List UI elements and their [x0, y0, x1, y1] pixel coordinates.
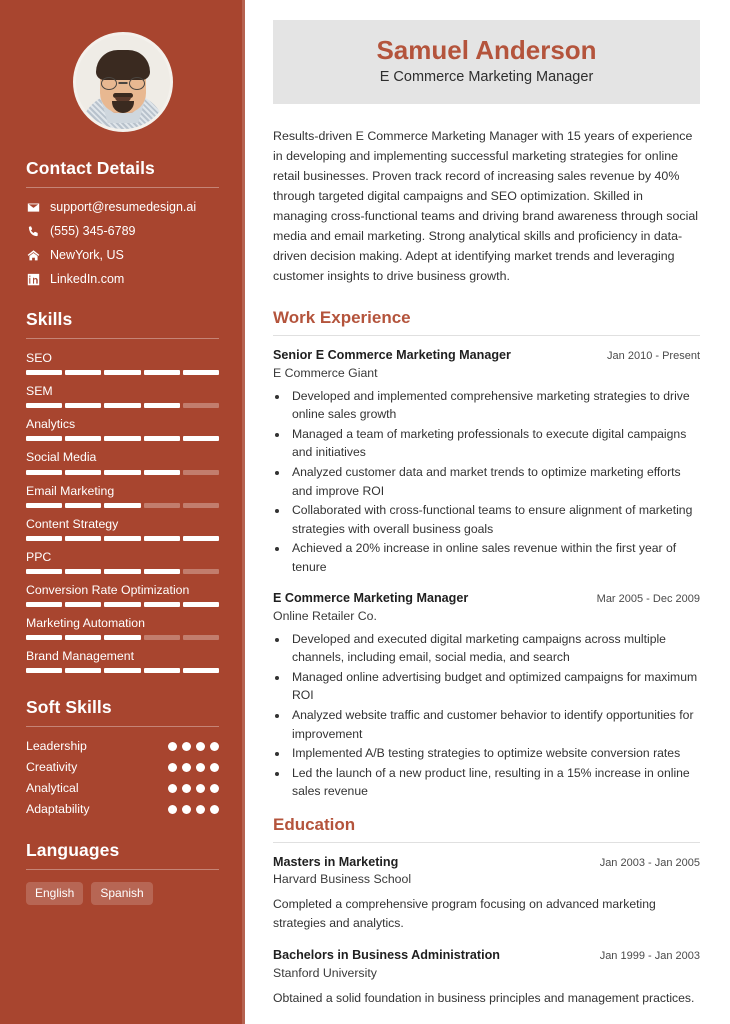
rating-dot: [182, 763, 191, 772]
soft-skill-rating: [168, 763, 219, 772]
rating-dot: [196, 742, 205, 751]
skill-item: [26, 583, 219, 607]
entry-organization: Stanford University: [273, 965, 377, 980]
rating-dot: [210, 742, 219, 751]
soft-skills-list: [26, 739, 219, 816]
contact-item-email[interactable]: [26, 200, 219, 215]
rating-dot: [168, 784, 177, 793]
soft-skill-rating: [168, 805, 219, 814]
skill-name: Marketing Automation: [26, 616, 145, 631]
avatar: [73, 32, 173, 132]
skill-bar-segment: [183, 470, 219, 475]
entry-title: E Commerce Marketing Manager: [273, 591, 469, 606]
home-icon: [26, 249, 40, 263]
skill-bar-segment: [144, 503, 180, 508]
work-experience-section: [273, 308, 700, 801]
languages-heading: Languages: [26, 840, 120, 861]
skill-bar-segment: [26, 635, 62, 640]
work-experience-entry: [273, 347, 700, 576]
rating-dot: [210, 784, 219, 793]
skill-bar-segment: [65, 635, 101, 640]
language-tag: Spanish: [91, 882, 152, 905]
skill-name: SEM: [26, 384, 53, 399]
envelope-icon: [26, 201, 40, 215]
entry-header: [273, 854, 700, 870]
divider: [26, 869, 219, 870]
contact-item-location[interactable]: [26, 248, 219, 263]
entry-header: [273, 590, 700, 606]
skill-bar-segment: [104, 403, 140, 408]
contact-linkedin-value: LinkedIn.com: [50, 272, 125, 286]
soft-skill-name: Creativity: [26, 760, 78, 775]
skill-item: [26, 450, 219, 474]
skill-item: [26, 417, 219, 441]
divider: [273, 335, 700, 336]
education-entry: [273, 947, 700, 1007]
skill-bar-segment: [65, 503, 101, 508]
skill-bar-segment: [65, 569, 101, 574]
entry-bullet: • Managed a team of marketing professionals to execute digital campaigns and initiatives: [289, 425, 700, 462]
skill-bar-segment: [65, 470, 101, 475]
skill-level-bar: [26, 569, 219, 574]
skill-item: [26, 384, 219, 408]
entry-bullet: • Analyzed customer data and market trends to optimize marketing efforts and improve ROI: [289, 463, 700, 500]
rating-dot: [168, 805, 177, 814]
main-content: [245, 0, 730, 1024]
entry-date: Jan 1999 - Jan 2003: [599, 950, 700, 963]
languages-section: [0, 840, 245, 905]
sidebar: [0, 0, 245, 1024]
contact-list: [26, 200, 219, 287]
education-heading: Education: [273, 814, 356, 834]
skill-bar-segment: [104, 470, 140, 475]
education-list: [273, 854, 700, 1008]
entry-title: Senior E Commerce Marketing Manager: [273, 348, 511, 363]
rating-dot: [196, 784, 205, 793]
skill-name: Brand Management: [26, 649, 135, 664]
skill-bar-segment: [65, 536, 101, 541]
language-tag: English: [26, 882, 83, 905]
skill-bar-segment: [26, 470, 62, 475]
work-experience-heading: Work Experience: [273, 308, 411, 328]
skill-bar-segment: [26, 436, 62, 441]
entry-bullet: • Managed online advertising budget and optimized campaigns for maximum ROI: [289, 668, 700, 705]
skill-bar-segment: [183, 569, 219, 574]
entry-bullet: • Analyzed website traffic and customer behavior to identify opportunities for improvement: [289, 706, 700, 743]
entry-organization: Harvard Business School: [273, 872, 412, 887]
skill-bar-segment: [26, 503, 62, 508]
skill-bar-segment: [104, 536, 140, 541]
contact-item-linkedin[interactable]: [26, 272, 219, 287]
rating-dot: [182, 742, 191, 751]
entry-bullet: • Led the launch of a new product line, resulting in a 15% increase in online sales revenue: [289, 764, 700, 801]
entry-bullet: • Implemented A/B testing strategies to optimize website conversion rates: [289, 744, 700, 763]
skill-bar-segment: [183, 536, 219, 541]
soft-skill-row: [26, 739, 219, 753]
skill-bar-segment: [104, 436, 140, 441]
soft-skill-row: [26, 802, 219, 816]
skill-name: Conversion Rate Optimization: [26, 582, 190, 597]
soft-skills-section: [0, 697, 245, 816]
skill-bar-segment: [26, 370, 62, 375]
skill-bar-segment: [65, 668, 101, 673]
entry-date: Mar 2005 - Dec 2009: [596, 593, 700, 606]
skill-bar-segment: [144, 470, 180, 475]
skill-bar-segment: [104, 370, 140, 375]
soft-skill-row: [26, 781, 219, 795]
skill-item: [26, 616, 219, 640]
entry-description: Completed a comprehensive program focusing on advanced marketing strategies and analytics.: [273, 897, 656, 931]
contact-phone-value: (555) 345-6789: [50, 224, 136, 238]
skill-bar-segment: [104, 569, 140, 574]
contact-item-phone[interactable]: [26, 224, 219, 239]
skill-item: [26, 517, 219, 541]
rating-dot: [210, 805, 219, 814]
skills-list: [26, 351, 219, 673]
skill-bar-segment: [183, 635, 219, 640]
skill-bar-segment: [65, 370, 101, 375]
skill-item: [26, 649, 219, 673]
entry-bullet: • Achieved a 20% increase in online sales revenue within the first year of tenure: [289, 539, 700, 576]
education-section: [273, 815, 700, 1008]
skills-heading: Skills: [26, 309, 73, 329]
phone-icon: [26, 225, 40, 239]
skill-name: SEO: [26, 351, 52, 365]
entry-header: [273, 347, 700, 363]
entry-bullet: • Developed and implemented comprehensive marketing strategies to drive online sales growth: [289, 387, 700, 424]
contact-details-section: [0, 158, 245, 287]
avatar-container: [0, 0, 245, 158]
entry-header: [273, 947, 700, 963]
skill-level-bar: [26, 668, 219, 673]
skill-name: Analytics: [26, 417, 76, 432]
skill-bar-segment: [144, 370, 180, 375]
entry-organization: Online Retailer Co.: [273, 608, 377, 623]
skills-section: [0, 309, 245, 673]
skill-bar-segment: [104, 602, 140, 607]
professional-summary: Results-driven E Commerce Marketing Manager with 15 years of experience in developing and implementing successful marketing strategies for online retail businesses. Proven track record of increasing sales revenue by 40% through targeted digital campaigns and SEO optimization. Skilled in managing cross-functional teams and driving brand awareness through social media and email marketing. Strong analytical skills and proficiency in data-driven decision making. Adept at identifying market trends and leveraging customer insights to drive business growth.: [273, 128, 698, 284]
skill-bar-segment: [26, 536, 62, 541]
soft-skill-name: Leadership: [26, 739, 87, 754]
skill-bar-segment: [104, 668, 140, 673]
divider: [26, 726, 219, 727]
skill-level-bar: [26, 403, 219, 408]
entry-bullet-list: [289, 630, 700, 801]
page-title: Samuel Anderson: [376, 35, 597, 65]
skill-bar-segment: [144, 668, 180, 673]
skill-bar-segment: [65, 436, 101, 441]
skill-level-bar: [26, 503, 219, 508]
job-title: E Commerce Marketing Manager: [379, 69, 594, 86]
entry-title: Masters in Marketing: [273, 854, 399, 869]
soft-skill-rating: [168, 742, 219, 751]
skill-bar-segment: [26, 668, 62, 673]
soft-skill-row: [26, 760, 219, 774]
rating-dot: [168, 742, 177, 751]
education-entry: [273, 854, 700, 933]
skill-level-bar: [26, 370, 219, 375]
rating-dot: [196, 805, 205, 814]
skill-level-bar: [26, 436, 219, 441]
soft-skill-rating: [168, 784, 219, 793]
skill-item: [26, 351, 219, 375]
skill-bar-segment: [183, 370, 219, 375]
rating-dot: [168, 763, 177, 772]
skill-bar-segment: [144, 602, 180, 607]
skill-bar-segment: [183, 602, 219, 607]
skill-level-bar: [26, 536, 219, 541]
skill-name: Email Marketing: [26, 483, 115, 498]
skill-level-bar: [26, 602, 219, 607]
skill-bar-segment: [183, 403, 219, 408]
rating-dot: [210, 763, 219, 772]
soft-skills-heading: Soft Skills: [26, 697, 112, 718]
rating-dot: [182, 805, 191, 814]
skill-item: [26, 484, 219, 508]
contact-location-value: NewYork, US: [50, 248, 124, 262]
work-experience-list: [273, 347, 700, 801]
name-banner: [273, 20, 700, 104]
skill-bar-segment: [65, 403, 101, 408]
skill-bar-segment: [104, 635, 140, 640]
divider: [26, 187, 219, 188]
skill-bar-segment: [104, 503, 140, 508]
skill-bar-segment: [144, 403, 180, 408]
entry-bullet: • Developed and executed digital marketing campaigns across multiple channels, including email, social media, and search: [289, 630, 700, 667]
skill-level-bar: [26, 635, 219, 640]
skill-bar-segment: [183, 503, 219, 508]
work-experience-entry: [273, 590, 700, 800]
skill-name: Social Media: [26, 450, 97, 465]
skill-bar-segment: [26, 569, 62, 574]
skill-item: [26, 550, 219, 574]
skill-bar-segment: [26, 602, 62, 607]
soft-skill-name: Adaptability: [26, 802, 90, 817]
contact-email-value: support@resumedesign.ai: [50, 200, 197, 214]
entry-date: Jan 2003 - Jan 2005: [599, 856, 700, 869]
entry-title: Bachelors in Business Administration: [273, 948, 500, 963]
linkedin-icon: [26, 273, 40, 287]
entry-organization: E Commerce Giant: [273, 365, 378, 380]
skill-bar-segment: [26, 403, 62, 408]
languages-tag-list: [26, 882, 219, 905]
soft-skill-name: Analytical: [26, 781, 79, 796]
entry-bullet-list: [289, 387, 700, 576]
skill-bar-segment: [183, 668, 219, 673]
entry-description: Obtained a solid foundation in business principles and management practices.: [273, 990, 695, 1005]
rating-dot: [182, 784, 191, 793]
skill-bar-segment: [144, 536, 180, 541]
skill-name: Content Strategy: [26, 516, 119, 531]
contact-details-heading: Contact Details: [26, 158, 155, 178]
skill-bar-segment: [144, 635, 180, 640]
entry-date: Jan 2010 - Present: [607, 350, 700, 363]
entry-bullet: • Collaborated with cross-functional teams to ensure alignment of marketing strategies with overall business goals: [289, 501, 700, 538]
rating-dot: [196, 763, 205, 772]
divider: [26, 338, 219, 339]
skill-bar-segment: [144, 436, 180, 441]
skill-name: PPC: [26, 549, 52, 564]
divider: [273, 842, 700, 843]
skill-bar-segment: [65, 602, 101, 607]
skill-bar-segment: [144, 569, 180, 574]
skill-level-bar: [26, 470, 219, 475]
skill-bar-segment: [183, 436, 219, 441]
